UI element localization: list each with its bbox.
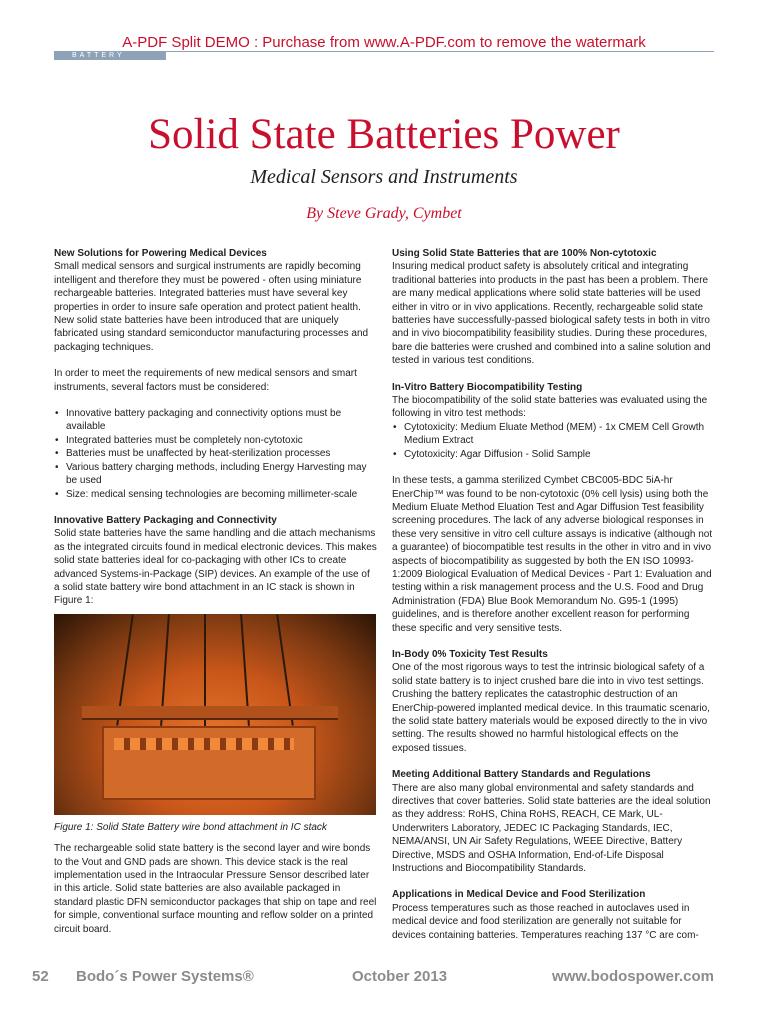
- issue-date: October 2013: [352, 968, 448, 985]
- paragraph: The biocompatibility of the solid state batteries was evaluated using the following in vitro test methods:: [392, 395, 708, 420]
- section-heading: Using Solid State Batteries that are 100% Non-cytotoxic: [392, 248, 657, 259]
- bullet-item: • Cytotoxicity: Medium Eluate Method (MEM) - 1x CMEM Cell Growth Medium Extract: [404, 421, 716, 448]
- section-heading: New Solutions for Powering Medical Devices: [54, 248, 267, 259]
- paragraph: Small medical sensors and surgical instruments are rapidly becoming intelligent and therefore they must be powered - often using miniature rechargeable batteries. Integrated batteries must have several key properties in order to insure safe operation and protect patient health. New solid state batteries have been introduced that are uniquely fabricated using standard semiconductor manufacturing processes and packaging techniques.: [54, 261, 369, 353]
- bond-pads: [114, 738, 294, 750]
- article-subtitle: Medical Sensors and Instruments: [250, 166, 518, 188]
- bullet-item: • Batteries must be unaffected by heat-sterilization processes: [66, 447, 378, 460]
- bullet-item: • Size: medical sensing technologies are becoming millimeter-scale: [66, 488, 378, 501]
- paragraph: There are also many global environmental and safety standards and directives that cover batteries. Solid state batteries are the ideal solution as they address: RoHS, China RoHS, REACH, CE Mark, UL-Underwriters Laboratory, JEDEC IC Packaging Standards, IEC, NEMA/ANSI, UN Air Safety Regulations, WEEE Directive, Battery Directive, MSDS and OSHA Information, End-of-Life Disposal Instructions and Biocompatibility Standards.: [392, 782, 711, 875]
- bullet-item: • Cytotoxicity: Agar Diffusion - Solid Sample: [404, 448, 716, 461]
- magazine-name: Bodo´s Power Systems®: [76, 968, 254, 985]
- battery-layer: [82, 706, 338, 720]
- bullet-item: • Integrated batteries must be completely non-cytotoxic: [66, 434, 378, 447]
- bullet-item: • Innovative battery packaging and connectivity options must be available: [66, 407, 378, 434]
- figure-caption: Figure 1: Solid State Battery wire bond attachment in IC stack: [54, 821, 327, 833]
- bullet-list: [392, 421, 716, 461]
- paragraph: In order to meet the requirements of new medical sensors and smart instruments, several factors must be considered:: [54, 368, 357, 393]
- section-heading: Meeting Additional Battery Standards and Regulations: [392, 769, 651, 781]
- section-heading: Applications in Medical Device and Food Sterilization: [392, 889, 646, 901]
- bullet-list: [54, 407, 378, 501]
- paragraph: In these tests, a gamma sterilized Cymbet CBC005-BDC 5iA-hr EnerChip™ was found to be non-cytotoxic (0% cell lysis) using both the Medium Eluate Method Eluation Test and Agar Diffusion Test feasibility screening procedures. The lack of any adverse biological responses in these very sensitive in vitro cell culture assays is indicative (although not a guarantee) of biocompatible test results in the other in vitro and in vivo aspects of biocompatibility as suggested by both the EN ISO 10993-1:2009 Biological Evaluation of Medical Devices - Part 1: Evaluation and testing within a risk management process and the U.S. Food and Drug Administration (FDA) Blue Book Memorandum No. G95-1 (1995) guidelines, and is therefore another excellent reason for performing these specific and very sensitive tests.: [392, 475, 713, 634]
- section-heading: In-Vitro Battery Biocompatibility Testing: [392, 381, 583, 393]
- paragraph: Process temperatures such as those reached in autoclaves used in medical device and food sterilization are generally not suitable for devices containing batteries. Temperatures reaching 137 °C are com-: [392, 902, 699, 941]
- article-title: Solid State Batteries Power: [148, 111, 620, 158]
- left-column: [54, 247, 378, 949]
- bullet-item: • Various battery charging methods, including Energy Harvesting may be used: [66, 461, 378, 488]
- paragraph: One of the most rigorous ways to test the intrinsic biological safety of a solid state battery is to inject crushed bare die into in vivo test settings. Crushing the battery replicates the catastrophic destruction of an EnerChip-powered implanted medical device. In this traumatic scenario, the solid state battery materials would be exposed directly to the in vivo setting. The results showed no harmful histological effects on the exposed tissues.: [392, 662, 710, 754]
- right-column: [392, 247, 716, 955]
- section-heading: Innovative Battery Packaging and Connectivity: [54, 514, 277, 526]
- watermark-banner: A-PDF Split DEMO : Purchase from www.A-PDF.com to remove the watermark: [122, 34, 646, 51]
- website-link[interactable]: www.bodospower.com: [552, 968, 714, 985]
- figure-image: [54, 614, 376, 815]
- paragraph: The rechargeable solid state battery is the second layer and wire bonds to the Vout and GND pads are shown. This device stack is the real implementation used in the Intraocular Pressure Sensor described later in this article. Solid state batteries are also available packaged in standard plastic DFN semiconductor packages that ship on tape and reel for simple, conventional surface mounting and reflow solder on a printed circuit board.: [54, 843, 377, 935]
- article-byline: By Steve Grady, Cymbet: [306, 205, 462, 222]
- page-number: 52: [32, 968, 49, 985]
- paragraph: Insuring medical product safety is absolutely critical and integrating traditional batteries into products in the past has been a problem. There are many medical applications where solid state batteries will be used either in vitro or in vivo applications. Recently, rechargeable solid state batteries have successfully-passed biological safety tests in both in vitro and in vivo biocompatibility feasibility studies. During these procedures, bare die batteries were crushed and combined into a saline solution and tested in various test conditions.: [392, 261, 711, 367]
- section-heading: In-Body 0% Toxicity Test Results: [392, 648, 548, 660]
- paragraph: Solid state batteries have the same handling and die attach mechanisms as the integrated circuits found in medical electronic devices. This makes solid state batteries ideal for co-packaging with other ICs to create advanced Systems-in-Package (SIP) devices. An example of the use of a solid state battery wire bond attachment in an IC stack is shown in Figure 1:: [54, 528, 377, 607]
- section-tab: BATTERY: [54, 52, 166, 60]
